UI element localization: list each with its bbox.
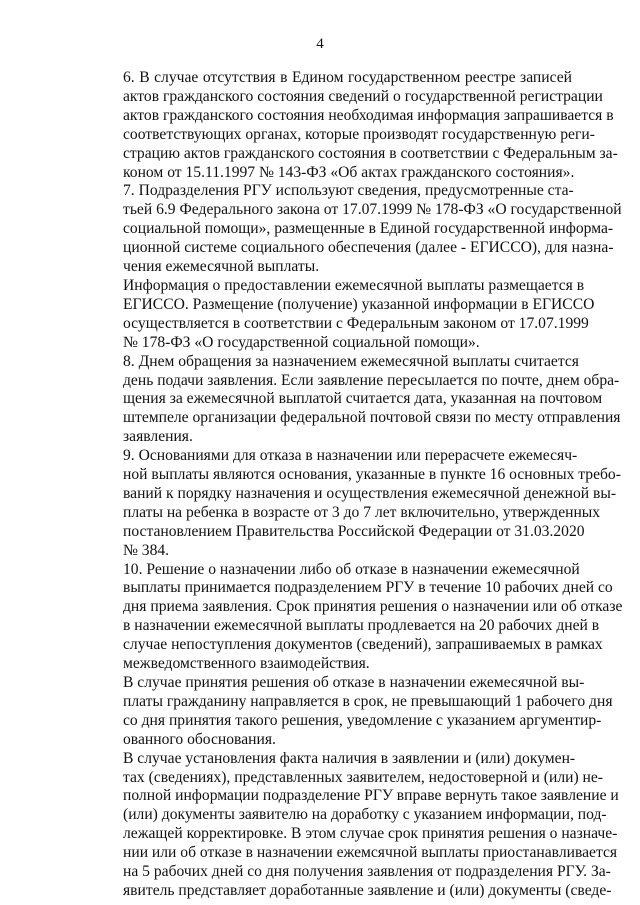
text-line: № 178-ФЗ «О государственной социальной помощи». [123, 333, 480, 351]
text-line: щения за ежемесячной выплатой считается дата, указанная на почтовом [123, 390, 603, 408]
text-line: на 5 рабочих дней со дня получения заявления от подразделения РГУ. За- [123, 863, 611, 881]
text-line: № 384. [123, 541, 170, 559]
document-body [85, 69, 623, 901]
paragraph [85, 447, 621, 560]
paragraph [85, 749, 619, 901]
text-line: со дня принятия такого решения, уведомление с указанием аргументир- [123, 711, 602, 729]
text-line: явитель представляет доработанные заявление и (или) документы (сведе- [123, 881, 612, 899]
paragraph [85, 560, 623, 674]
text-line: соответствующих органах, которые производят государственную реги- [123, 125, 595, 143]
text-line: лежащей корректировке. В этом случае срок принятия решения о назначе- [123, 825, 618, 843]
text-line: ционной системе социального обеспечения (далее - ЕГИССО), для назна- [123, 239, 614, 257]
text-line: 8. Днем обращения за назначением ежемесячной выплаты считается [123, 352, 579, 370]
text-line: в назначении ежемесячной выплаты продлевается на 20 рабочих дней в [123, 617, 600, 635]
text-line: выплаты принимается подразделением РГУ в течение 10 рабочих дней со [123, 579, 613, 597]
paragraph [85, 674, 613, 750]
text-line: 10. Решение о назначении либо об отказе в назначении ежемесячной [123, 560, 580, 578]
text-line: межведомственного взаимодействия. [123, 655, 370, 673]
paragraph [85, 69, 618, 182]
text-line: полной информации подразделение РГУ вправе вернуть такое заявление и [123, 787, 619, 805]
text-line: платы гражданину направляется в срок, не превышающий 1 рабочего дня [123, 692, 613, 710]
text-line: 9. Основаниями для отказа в назначении или перерасчете ежемесяч- [123, 447, 578, 465]
text-line: постановлением Правительства Российской Федерации от 31.03.2020 [123, 522, 585, 540]
text-line: актов гражданского состояния необходимая информация запрашивается в [123, 106, 614, 124]
text-line: тьей 6.9 Федерального закона от 17.07.1999 № 178-ФЗ «О государственной [123, 201, 622, 219]
text-line: социальной помощи», размещенные в Единой государственной информа- [123, 220, 614, 238]
text-line: заявления. [123, 428, 193, 446]
page-number: 4 [316, 36, 324, 52]
text-line: актов гражданского состояния сведений о государственной регистрации [123, 87, 603, 105]
text-line: нии или об отказе в назначении ежемсячной выплаты приостанавливается [123, 844, 618, 862]
text-line: коном от 15.11.1997 № 143-ФЗ «Об актах гражданского состояния». [123, 163, 575, 181]
text-line: 6. В случае отсутствия в Едином государственном реестре записей [123, 69, 572, 86]
text-line: тах (сведениях), представленных заявителем, недостоверной и (или) не- [123, 768, 603, 786]
text-line: 7. Подразделения РГУ используют сведения, предусмотренные ста- [123, 182, 574, 200]
text-line: ЕГИССО. Размещение (получение) указанной информации в ЕГИССО [123, 295, 595, 313]
text-line: ной выплаты являются основания, указанные в пункте 16 основных требо- [123, 466, 621, 484]
text-line: дня приема заявления. Срок принятия решения о назначении или об отказе [123, 598, 623, 616]
text-line: день подачи заявления. Если заявление пересылается по почте, днем обра- [123, 371, 620, 389]
text-line: чения ежемесячной выплаты. [123, 258, 320, 276]
text-line: (или) документы заявителю на доработку с указанием информации, под- [123, 806, 607, 824]
paragraph [85, 276, 595, 353]
text-line: случае непоступления документов (сведений), запрашиваемых в рамках [123, 636, 603, 654]
text-line: ваний к порядку назначения и осуществления ежемесячной денежной вы- [123, 484, 617, 502]
text-line: В случае установления факта наличия в заявлении и (или) докумен- [123, 749, 576, 767]
paragraph [85, 182, 622, 277]
text-line: Информация о предоставлении ежемесячной выплаты размещается в [123, 276, 585, 294]
text-line: платы на ребенка в возрасте от 3 до 7 лет включительно, утвержденных [123, 503, 601, 521]
text-line: ованного обоснования. [123, 730, 276, 748]
paragraph [85, 352, 621, 448]
text-line: В случае принятия решения об отказе в назначении ежемесячной вы- [123, 674, 585, 691]
text-line: страцию актов гражданского состояния в соответствии с Федеральным за- [123, 144, 618, 162]
text-line: осуществляется в соответствии с Федеральным законом от 17.07.1999 [123, 314, 589, 332]
text-line: штемпеле организации федеральной почтовой связи по месту отправления [123, 409, 621, 427]
